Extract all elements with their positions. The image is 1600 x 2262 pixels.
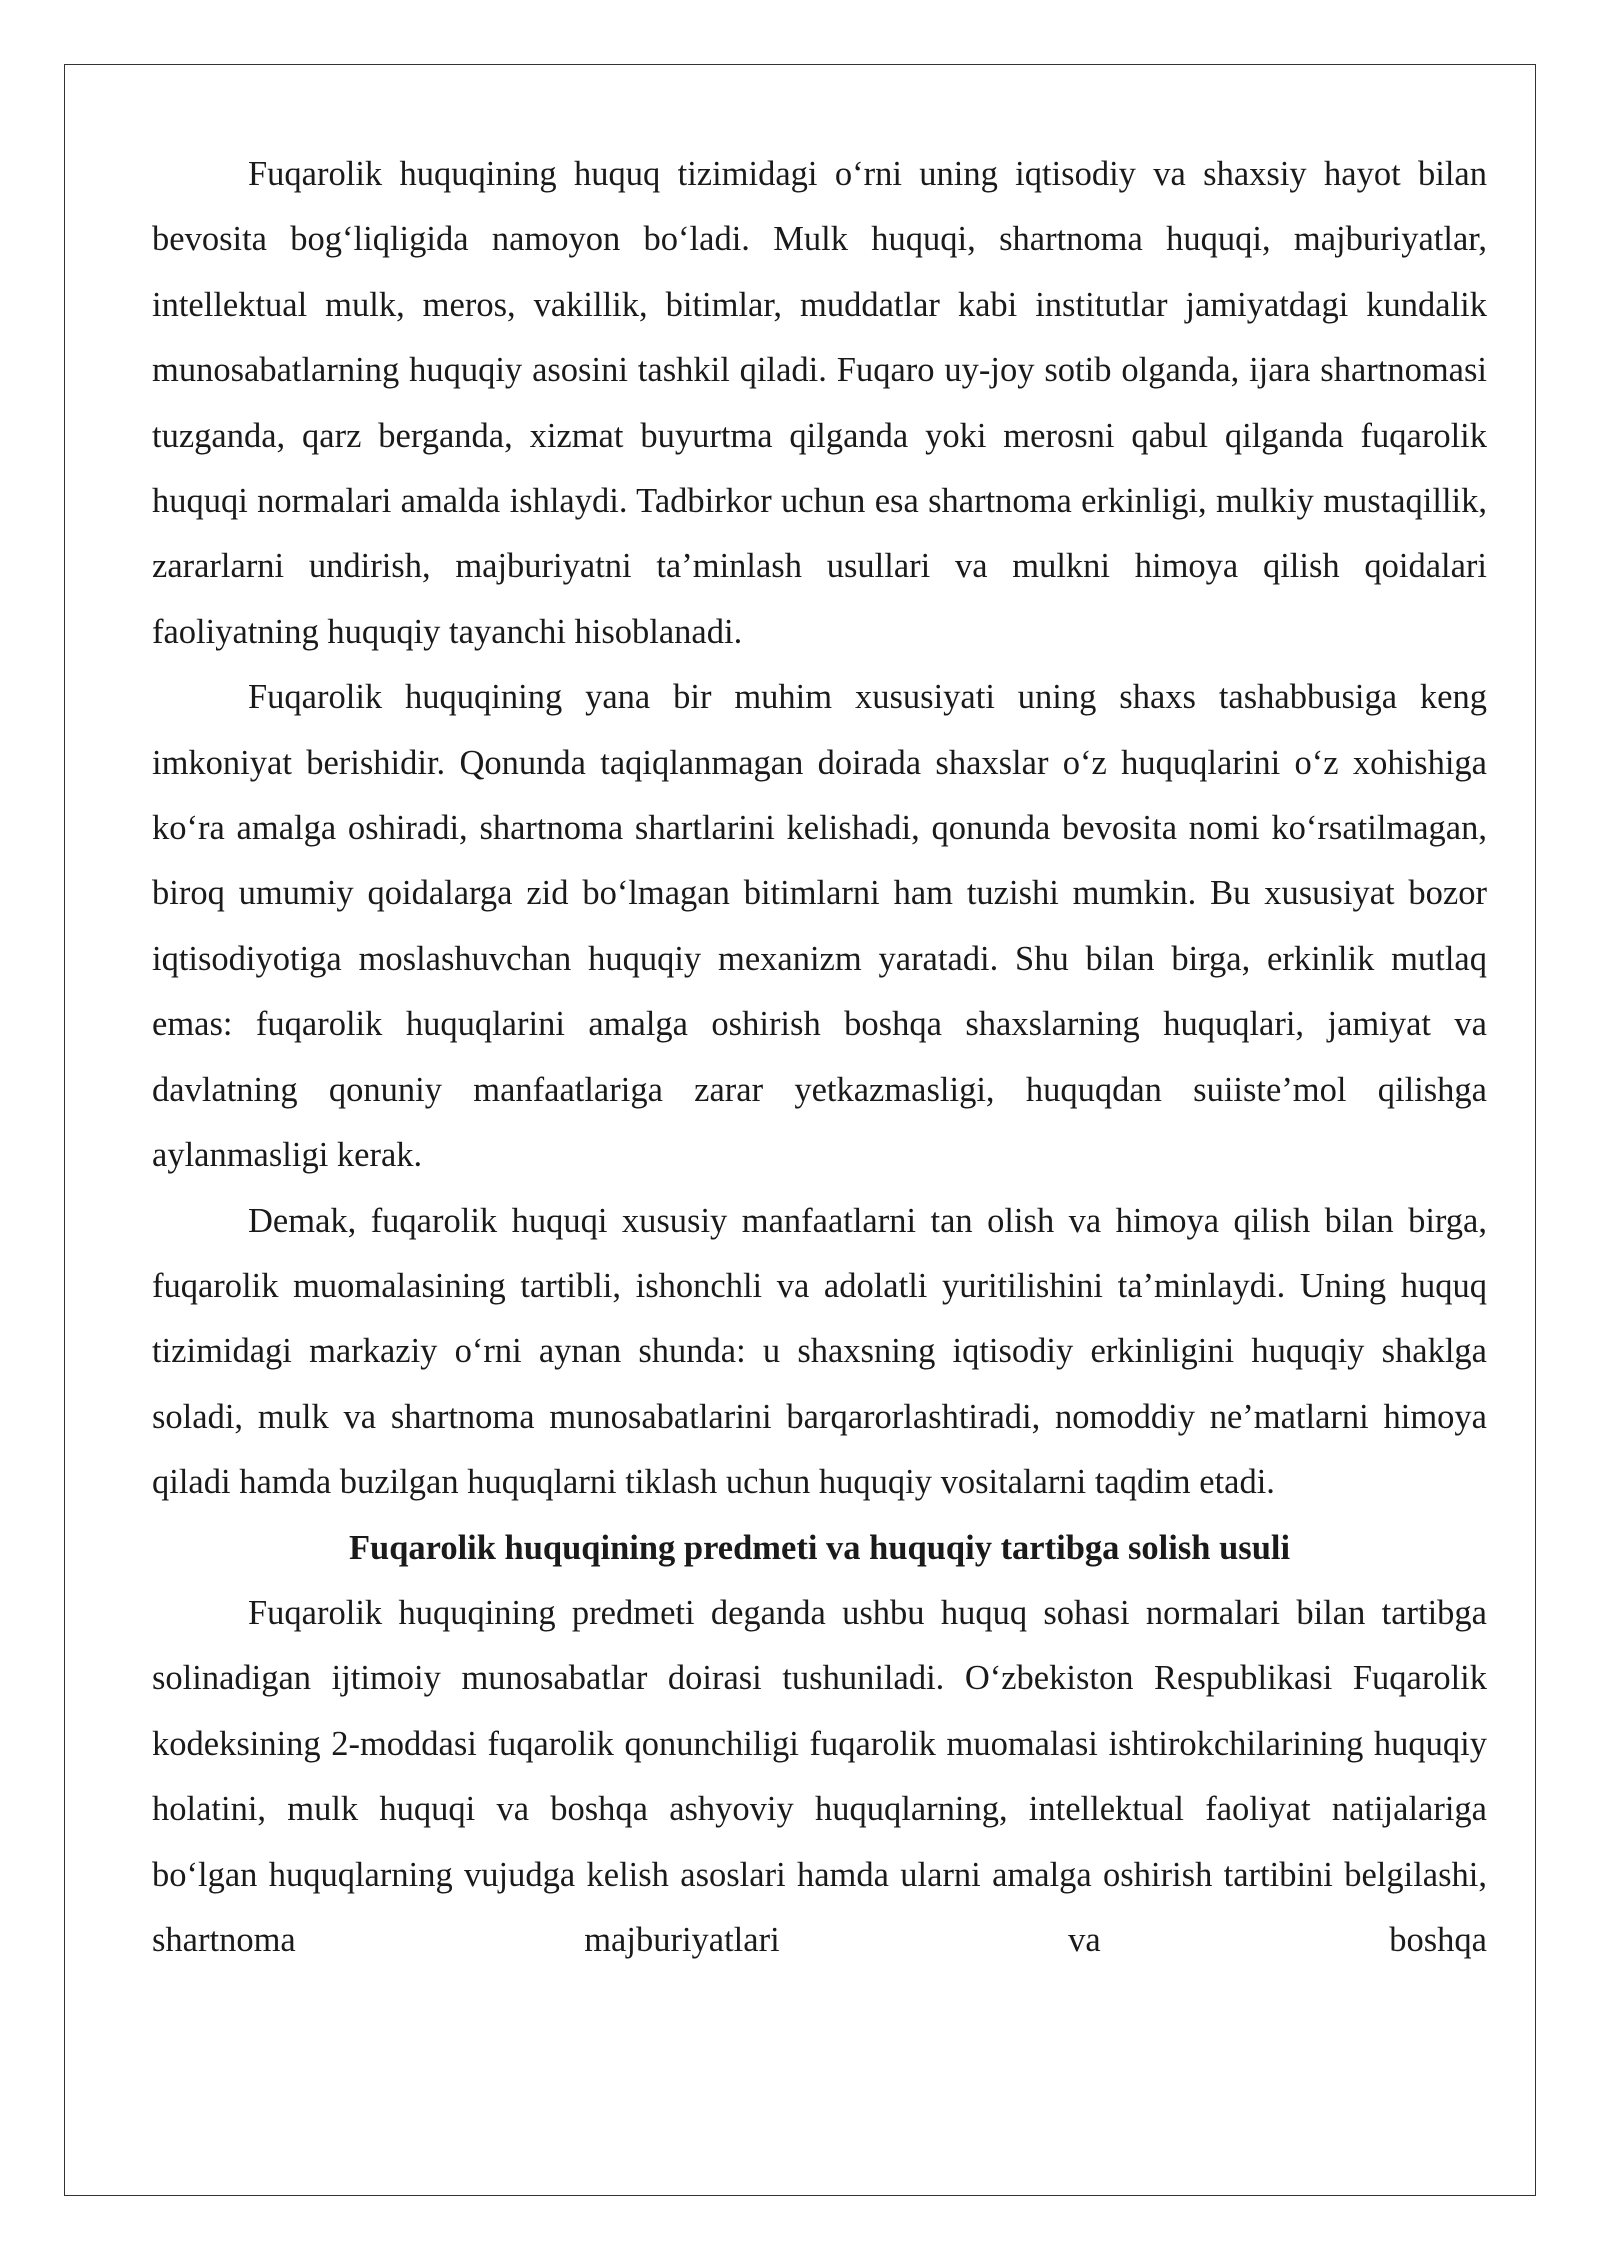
paragraph-4: Fuqarolik huquqining predmeti deganda ushbu huquq sohasi normalari bilan tartibga solinadigan ijtimoiy munosabatlar doirasi tushuniladi. O‘zbekiston Respublikasi Fuqarolik kodeksining 2-moddasi fuqarolik qonunchiligi fuqarolik muomalasi ishtirokchilarining huquqiy holatini, mulk huquqi va boshqa ashyoviy huquqlarning, intellektual faoliyat natijalariga bo‘lgan huquqlarning vujudga kelish asoslari hamda ularni amalga oshirish tartibini belgilashi, shartnoma majburiyatlari va boshqa bbox=[152, 1593, 1487, 1959]
paragraph-3: Demak, fuqarolik huquqi xususiy manfaatlarni tan olish va himoya qilish bilan birga, fuqarolik muomalasining tartibli, ishonchli va adolatli yuritilishini ta’minlaydi. Uning huquq tizimidagi markaziy o‘rni aynan shunda: u shaxsning iqtisodiy erkinligini huquqiy shaklga soladi, mulk va shartnoma munosabatlarini barqarorlashtiradi, nomoddiy ne’matlarni himoya qiladi hamda buzilgan huquqlarni tiklash uchun huquqiy vositalarni taqdim etadi. bbox=[152, 1201, 1487, 1502]
paragraph-2: Fuqarolik huquqining yana bir muhim xususiyati uning shaxs tashabbusiga keng imkoniyat berishidir. Qonunda taqiqlanmagan doirada shaxslar o‘z huquqlarini o‘z xohishiga ko‘ra amalga oshiradi, shartnoma shartlarini kelishadi, qonunda bevosita nomi ko‘rsatilmagan, biroq umumiy qoidalarga zid bo‘lmagan bitimlarni ham tuzishi mumkin. Bu xususiyat bozor iqtisodiyotiga moslashuvchan huquqiy mexanizm yaratadi. Shu bilan birga, erkinlik mutlaq emas: fuqarolik huquqlarini amalga oshirish boshqa shaxslarning huquqlari, jamiyat va davlatning qonuniy manfaatlariga zarar yetkazmasligi, huquqdan suiiste’mol qilishga aylanmasligi kerak. bbox=[152, 678, 1487, 1175]
paragraph-1: Fuqarolik huquqining huquq tizimidagi o‘rni uning iqtisodiy va shaxsiy hayot bilan bevosita bog‘liqligida namoyon bo‘ladi. Mulk huquqi, shartnoma huquqi, majburiyatlar, intellektual mulk, meros, vakillik, bitimlar, muddatlar kabi institutlar jamiyatdagi kundalik munosabatlarning huquqiy asosini tashkil qiladi. Fuqaro uy-joy sotib olganda, ijara shartnomasi tuzganda, qarz berganda, xizmat buyurtma qilganda yoki merosni qabul qilganda fuqarolik huquqi normalari amalda ishlaydi. Tadbirkor uchun esa shartnoma erkinligi, mulkiy mustaqillik, zararlarni undirish, majburiyatni ta’minlash usullari va mulkni himoya qilish qoidalari faoliyatning huquqiy tayanchi hisoblanadi. bbox=[152, 155, 1487, 651]
document-body bbox=[152, 142, 1487, 1973]
section-heading: Fuqarolik huquqining predmeti va huquqiy tartibga solish usuli bbox=[348, 1528, 1291, 1567]
